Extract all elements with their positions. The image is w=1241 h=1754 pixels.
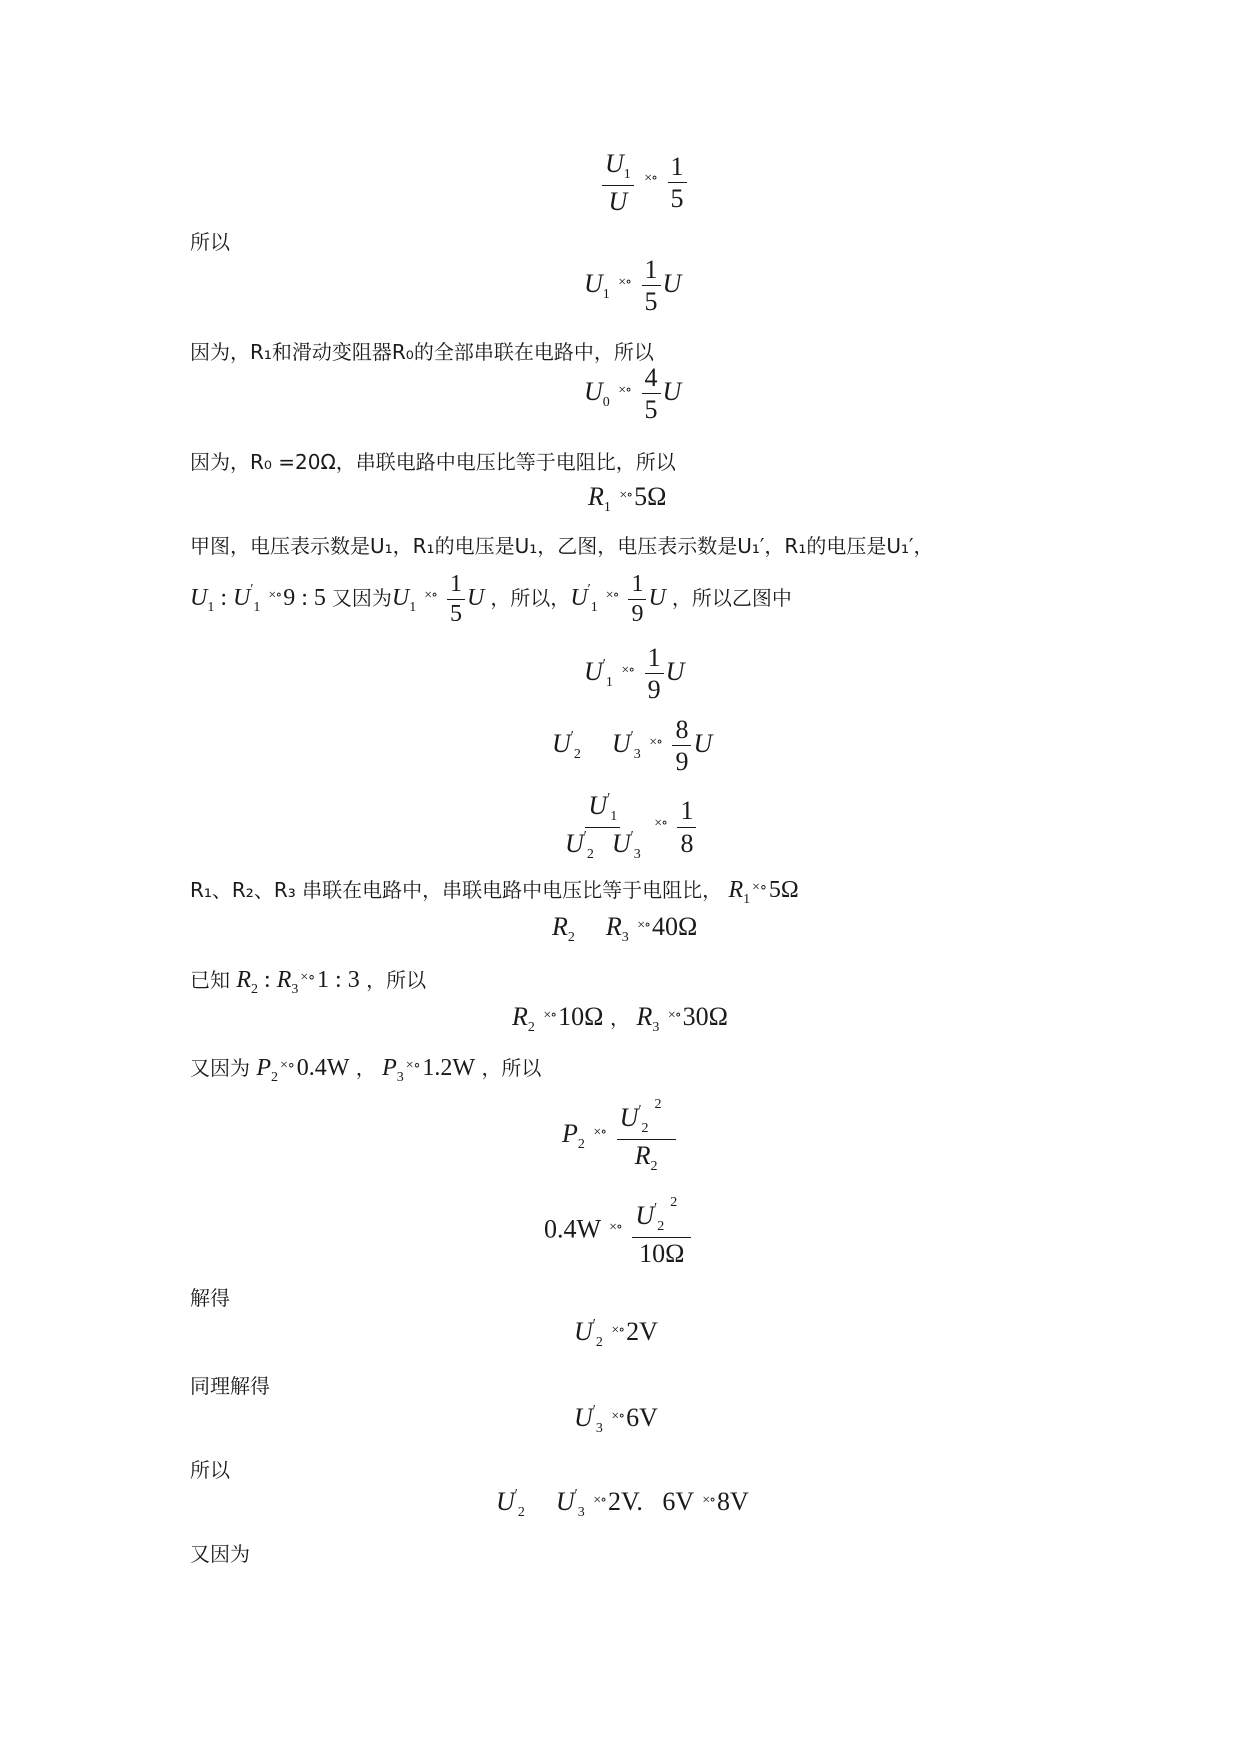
equation-u2-2v: $U'_2$ ×∘2V [574, 1317, 658, 1350]
text-youyinwei-end: 又因为 [190, 1542, 250, 1566]
equation-r1-5ohm: $R_1$ ×∘5Ω [588, 482, 667, 515]
equation-u2u3-eight-ninths: $U'_2$ $U'_3$ ×∘ $\frac{8}{9}$ U [552, 715, 713, 777]
text-yinwei-r0: 因为，R₀ =20Ω，串联电路中电压比等于电阻比，所以 [190, 450, 676, 474]
text-suoyi-2: 所以 [190, 1458, 230, 1482]
equation-p2-substituted: 0.4W ×∘ $\frac{U'_2^2}{10\Omega}$ [544, 1196, 693, 1267]
equation-u3-6v: $U'_3$ ×∘6V [574, 1403, 658, 1436]
equation-r2r3-40ohm: $R_2$ $R_3$ ×∘40Ω [552, 912, 698, 945]
equation-sum-8v: $U'_2$ $U'_3$ ×∘2V. 6V ×∘8V [496, 1487, 749, 1520]
text-jiatu: 甲图，电压表示数是U₁，R₁的电压是U₁，乙图，电压表示数是U₁′，R₁的电压是U₁′， [190, 534, 934, 558]
equation-u1-fifth: $U_1$ ×∘ $\frac{1}{5}$ U [584, 255, 682, 317]
text-yizhi: 已知 $R_2$ : $R_3^{\times\circ}1$ : 3 ，所以 [190, 967, 427, 997]
equation-ratio-line: $U_1$ : $U'_1$ ×∘9 : 5 又因为$U_1$ ×∘ $\frac{1}{5}$ U ，所以，$U'_1$ ×∘ $\frac{1}{9}$ U ，所以乙图中 [190, 571, 792, 628]
text-jiede: 解得 [190, 1286, 230, 1310]
text-tongli: 同理解得 [190, 1374, 270, 1398]
equation-ratio-one-eighth: $\frac{U'_1}{U'_2 U'_3}$ ×∘ $\frac{1}{8}$ [560, 792, 698, 862]
text-suoyi-1: 所以 [190, 230, 230, 254]
text-yinwei-chuanlian: 因为，R₁和滑动变阻器R₀的全部串联在电路中，所以 [190, 340, 654, 364]
equation-u0-four-fifths: $U_0$ ×∘ $\frac{4}{5}$ U [584, 363, 682, 425]
equation-r2-r3-values: $R_2$ ×∘10Ω ， $R_3$ ×∘30Ω [512, 1002, 728, 1035]
text-youyinwei-power: 又因为 $P_2^{\times\circ}0.4W$ ， $P_3^{\times\circ}1.2W$ ，所以 [190, 1055, 542, 1085]
equation-u1-over-u: $\frac{U_1}{U}$ ×∘ $\frac{1}{5}$ [600, 150, 689, 215]
equation-u1prime-ninth: $U'_1$ ×∘ $\frac{1}{9}$ U [584, 643, 685, 705]
equation-p2-formula: $P_2$ ×∘ $\frac{U'_2^2}{R_2}$ [562, 1098, 678, 1174]
text-r123: R₁、R₂、R₃ 串联在电路中，串联电路中电压比等于电阻比， $R_1^{\times\circ}5\Omega$ [190, 877, 799, 907]
